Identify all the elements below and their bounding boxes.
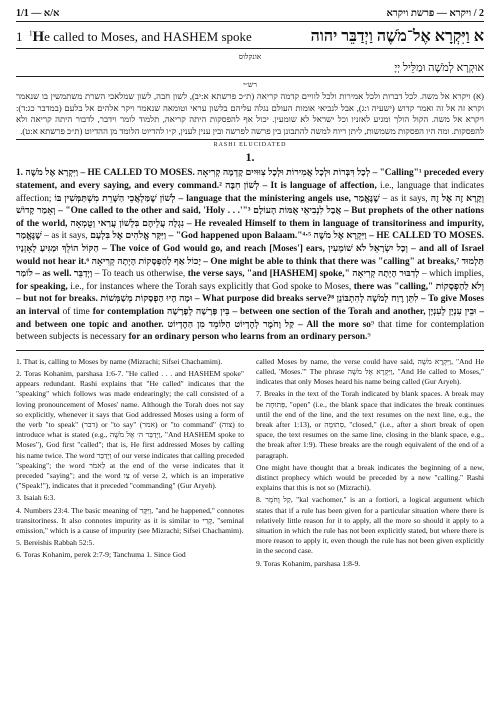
section-number: 1.	[245, 150, 255, 165]
english-phrase: – as it says,	[379, 193, 431, 204]
hebrew-phrase: שֶׁנֶּאֱמַר	[354, 193, 380, 204]
english-phrase: for contemplation	[92, 306, 168, 317]
english-phrase: – but not for breaks.	[16, 294, 101, 305]
hebrew-phrase: וְכָל יִשְׂרָאֵל לֹא שׁוֹמְעִין	[328, 243, 408, 254]
verse-number: 1	[16, 28, 23, 44]
english-phrase: – What purpose did breaks serve?⁸	[192, 294, 337, 305]
hebrew-phrase: לִתֵּן רֶוַח לְמֹשֶׁה לְהִתְבּוֹנֵן	[336, 294, 419, 305]
english-phrase: for an ordinary person who learns from an ordinary person.	[128, 332, 368, 343]
footnote: called Moses by name, the verse could have said, וַיִּקְרָא מֹשֶׁה, "And He called, 'Moses.'" The phrase וַיִּקְרָא אֶל מֹשֶׁה, "And He called to Moses," indicates that only Moses heard his name being called (Gur Aryeh).	[256, 356, 485, 387]
hebrew-phrase: תַּלְמוּד לוֹמַר	[16, 256, 484, 280]
footnote: 1. That is, calling to Moses by name (Mizrachi; Sifsei Chachamim).	[16, 356, 223, 366]
header-chapter-verse: 1/1 — א/א	[16, 8, 60, 19]
english-phrase: for speaking,	[16, 281, 71, 292]
english-phrase: – "One called to the other and said, 'Holy . . .'"³	[55, 206, 254, 217]
hebrew-phrase: לְשׁוֹן שֶׁמַּלְאֲכֵי הַשָּׁרֵת מִשְׁתַּמְּשִׁין בּוֹ	[54, 193, 176, 204]
onkelos-text: אוּקְרָא לְמֹשֶׁה וּמַלֵּיל יְיָ	[394, 62, 484, 74]
footnote: One might have thought that a break indicates the beginning of a new, distinct prophecy which would be preceded by a new "calling." Rashi explains that this is not so (Mizrachi).	[256, 462, 484, 493]
english-phrase: – He revealed Himself to them in language of transitoriness and impurity,	[184, 218, 484, 229]
rashi-rule	[16, 139, 484, 140]
onkelos-label: אונקלוס	[238, 52, 262, 61]
english-phrase: – To give Moses an interval	[16, 294, 485, 317]
english-phrase: the verse says, "and [HASHEM] spoke,"	[187, 269, 353, 280]
english-phrase: – All the more so	[294, 319, 371, 330]
english-phrase: – as it says,	[41, 231, 91, 242]
hebrew-phrase: בֵּין פָּרָשָׁה לְפָרָשָׁה	[167, 306, 230, 317]
hebrew-phrase: וַיִּקְרָא אֶל מֹשֶׁה	[25, 168, 79, 179]
header-book-parsha: 2 / ויקרא — פרשת ויקרא	[386, 8, 484, 19]
footnote: 5. Bereishis Rabbah 52:5.	[16, 538, 95, 548]
running-header	[16, 8, 484, 19]
footnote: 2. Toras Kohanim, parshasa 1:6-7. "He called . . . and HASHEM spoke" appears redundant. Rashi explains that "He called" indicates that the "speaking" which follows was made endearingly; the call consisted of a loving pronouncement of Moses' name. Although the Torah does not say so explicitly, whenever it says that God addressed Moses using a form of the verb "to speak" (דבר) or "to say" (אמר) or "to command" (צוה) to introduce what is stated (e.g., וַיְדַבֵּר ה׳ אֶל מֹשֶׁה, "And HASHEM spoke to Moses"), God first "called"; that is, He first addressed Moses by calling his name twice. The word וַיְדַבֵּר of our verse indicates that calling preceded "speaking"; the word לֵאמֹר at the end of the verse indicates that it preceded "saying"; and the word צַו of verse 2, which is an imperative ("Speak!"), indicates that it preceded "commanding" (Gur Aryeh).	[16, 368, 245, 491]
page	[16, 8, 484, 571]
header-rule	[16, 21, 484, 22]
hebrew-phrase: הַקּוֹל הוֹלֵךְ וּמַגִּיעַ לְאָזְנָיו	[16, 243, 99, 254]
verse-english-text: e called to Moses, and HASHEM spoke	[44, 28, 252, 44]
elucidation-paragraph	[16, 167, 484, 343]
footnote: 9. Toras Kohanim, parshasa 1:8-9.	[256, 558, 361, 568]
english-phrase: – The voice of God would go, and reach [Moses'] ears,	[98, 243, 329, 254]
hebrew-phrase: לְשׁוֹן חִבָּה	[225, 180, 260, 191]
english-phrase: i.e., for instances where the Torah says explicitly that God spoke to Moses,	[70, 281, 354, 292]
english-phrase: – between one section of the Torah and another,	[229, 306, 429, 317]
english-phrase: – "Calling"¹ preceded every statement, and every saying, and every command.²	[16, 168, 484, 191]
hebrew-phrase: וַיִּקָּר אֱלֹהִים אֶל בִּלְעָם	[90, 231, 167, 242]
english-phrase: – It is language of affection,	[259, 180, 381, 191]
footnotes-right-column	[256, 357, 484, 571]
hebrew-phrase: לְכָל דִּבְּרוֹת וּלְכָל אֲמִירוֹת וּלְכָל צִוּוּיִים קָדְמָה קְרִיאָה	[197, 168, 371, 179]
english-phrase: ⁹ that time for contemplation between subjects is necessary	[16, 319, 484, 343]
verse-hebrew: א וַיִּקְרָא אֶל־מֹשֶׁה וַיְדַבֵּר יהוה	[310, 28, 484, 45]
footnote: 6. Toras Kohanim, perek 2:7-9; Tanchuma 1. Since God	[16, 550, 186, 560]
verse-english	[16, 29, 252, 46]
english-phrase: – One might be able to think that there was "calling" at breaks,⁷	[200, 256, 462, 267]
hebrew-phrase: וְקָרָא זֶה אֶל זֶה וְאָמַר קָדוֹשׁ	[16, 193, 485, 217]
rashi-label: רש״י	[243, 80, 257, 89]
english-phrase: – But prophets of the other nations of the world,	[16, 206, 484, 229]
english-phrase: there was "calling,"	[353, 281, 436, 292]
english-phrase: – language that the ministering angels use,	[175, 193, 354, 204]
english-phrase: – and between one topic and another.	[16, 306, 484, 330]
hebrew-phrase: אֲבָל לִנְבִיאֵי אֻמּוֹת הָעוֹלָם	[253, 206, 342, 217]
rashi-hebrew-text: (א) ויקרא אל משה. לכל דברות ולכל אמירות ולכל לוויים קדמה קריאה (ת״כ פרשתא א:יב), לשון חבה, לשון שמלאכי השרת משתמשין בו שנאמר וקרא זה אל זה ואמר קדוש (ישעיה ו:ג), אבל לנביאי אומות העולם נגלה עליהם בלשון עראי וטומאה שנאמר ויקר אלהים אל בלעם (במדבר כג:ד): ויקרא אל משה. הקול הולך ומגיע לאזניו וכל ישראל לא שומעין. יכול אף להפסקות היתה קריאה, תלמוד לומר וידבר, לדבור היתה קריאה ולא להפסקות. ומה היו הפסקות משמשות, ליתן ריוח למשה להתבונן בין פרשה לפרשה ובין ענין לענין, ק״ו להדיוט הלומד מן ההדיוט (ת״כ פרשתא א:ט).	[16, 91, 484, 136]
hebrew-phrase: שֶׁנֶּאֱמַר	[16, 231, 42, 242]
english-phrase: – To teach us otherwise,	[92, 269, 188, 280]
hebrew-phrase: נִגְלָה עֲלֵיהֶם בִּלְשׁוֹן עֲרַאי וְטֻמְאָה	[70, 218, 184, 229]
hebrew-phrase: וּמָה הָיוּ הַפְסָקוֹת מְשַׁמְּשׁוֹת	[100, 294, 193, 305]
footnote: 7. Breaks in the text of the Torah indicated by blank spaces. A break may be פְּתוּחָה, "open" (i.e., the blank space that indicates the break continues until the end of the line, and the text resumes on the next line, e.g., the break after 1:13), or סְתוּמָה, "closed," (i.e., after a short break of open space, the text resumes on the same line, closing in the blank space, e.g., the break after 1:9). These breaks are the rough equivalent of the end of a paragraph.	[256, 389, 484, 460]
english-phrase: – HE CALLED TO MOSES.	[366, 231, 484, 242]
footnote: 4. Numbers 23:4. The basic meaning of וַיִּקָּר, "and he happened," connotes transitoriness. It also connotes impurity as it is similar to קֶרִי, "seminal emission," which is a cause of impurity (see Mizrachi; Sifsei Chachamim).	[16, 505, 245, 535]
footnote: 8. קַל וָחֹמֶר, "kal vachomer," is an a fortiori, a logical argument which states that if a rule has been given for a particular situation where there is relatively little reason for it to apply, all the more so should it apply to a situation in which the rule has not been explicitly stated, but where there is more reason to apply it, even though the rule has not been given explicitly in the second case.	[256, 495, 484, 556]
english-phrase: – "God happened upon Balaam."⁴·⁵	[166, 231, 314, 242]
rashi-elucidated-label: RASHI ELUCIDATED	[213, 142, 287, 149]
english-phrase: ⁹	[367, 332, 371, 343]
english-phrase: – which implies,	[419, 269, 484, 280]
verse-line	[16, 28, 484, 46]
hebrew-phrase: לְדִבּוּר הָיְתָה קְרִיאָה	[352, 269, 420, 280]
english-phrase: – HE CALLED TO MOSES.	[78, 168, 198, 179]
verse-dropcap: H	[32, 28, 45, 45]
footnotes	[16, 357, 484, 571]
english-phrase: – as well.	[32, 269, 74, 280]
footnote: 3. Isaiah 6:3.	[16, 493, 56, 503]
hebrew-phrase: יָכוֹל אַף לַהַפְסָקוֹת הָיְתָה קְרִיאָה	[91, 256, 201, 267]
english-phrase: 1.	[16, 168, 26, 179]
hebrew-phrase: קַל וָחֹמֶר לְהֶדְיוֹט הַלּוֹמֵד מִן הַהֶדְיוֹט	[167, 319, 295, 330]
hebrew-phrase: וּבֵין עִנְיָן לְעִנְיָן	[428, 306, 477, 317]
english-phrase: i.e., language that indicates affection;	[16, 180, 485, 204]
hebrew-phrase: וַיִּקְרָא אֶל מֹשֶׁה	[313, 231, 367, 242]
hebrew-phrase: וְלֹא לַהַפְסָקוֹת	[435, 281, 485, 292]
verse-rule	[16, 48, 484, 49]
onkelos-rule	[16, 76, 484, 77]
english-phrase: of time	[62, 306, 93, 317]
english-phrase: – and all of Israel would not hear it.⁶	[16, 243, 485, 267]
hebrew-phrase: וַיְדַבֵּר	[73, 269, 93, 280]
footnote-rule	[16, 350, 484, 351]
verse-superscript: 1	[29, 29, 33, 38]
footnotes-left-column	[16, 357, 244, 571]
